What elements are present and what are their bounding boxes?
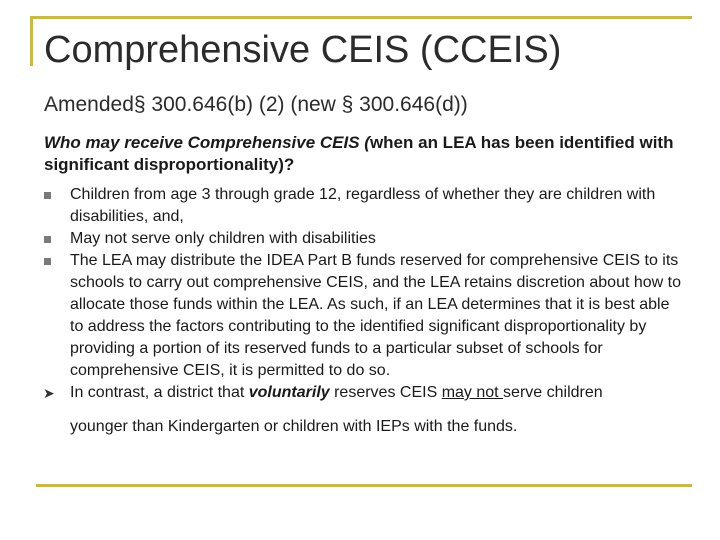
- bullet-text-emphasis: voluntarily: [248, 384, 330, 401]
- bullet-item-not-only-disabilities: [44, 228, 684, 250]
- bullet-text: Children from age 3 through grade 12, regardless of whether they are children with disabilities, and,: [70, 186, 656, 225]
- bullet-text: The LEA may distribute the IDEA Part B funds reserved for comprehensive CEIS to its schools to carry out comprehensive CEIS, and the LEA retains discretion about how to allocate those funds within the LEA. As such, if an LEA determines that it is best able to address the factors contributing to the identified significant disproportionality by providing a portion of its reserved funds to a particular subset of schools for comprehensive CEIS, it is permitted to do so.: [70, 252, 681, 379]
- bullet-list: [44, 184, 684, 438]
- square-bullet-icon: [44, 258, 51, 265]
- top-left-vertical-rule: [30, 16, 33, 66]
- bullet-text: May not serve only children with disabilities: [70, 230, 376, 247]
- bullet-text-pre: In contrast, a district that: [70, 384, 249, 401]
- slide-title: Comprehensive CEIS (CCEIS): [44, 29, 562, 71]
- bullet-item-lea-distribution: [44, 250, 684, 382]
- question-part-rest: when an LEA has been identified with significant disproportionality)?: [44, 133, 674, 174]
- square-bullet-icon: [44, 236, 51, 243]
- bullet-text-line2: younger than Kindergarten or children with IEPs with the funds.: [70, 418, 518, 435]
- bullet-item-age-range: [44, 184, 684, 228]
- slide-subtitle: Amended§ 300.646(b) (2) (new § 300.646(d)): [44, 93, 468, 116]
- square-bullet-icon: [44, 192, 51, 199]
- bullet-text-underlined: may not: [441, 384, 504, 401]
- bullet-text-mid: reserves CEIS: [329, 384, 442, 401]
- bullet-text-post: serve children: [503, 384, 603, 401]
- bullet-item-in-contrast: [44, 382, 684, 438]
- top-horizontal-rule: [30, 16, 692, 19]
- question-heading: [44, 132, 684, 176]
- question-part-italic: Who may receive Comprehensive CEIS (: [44, 133, 370, 152]
- arrow-bullet-icon: ➤: [43, 385, 55, 401]
- bottom-horizontal-rule: [36, 484, 692, 487]
